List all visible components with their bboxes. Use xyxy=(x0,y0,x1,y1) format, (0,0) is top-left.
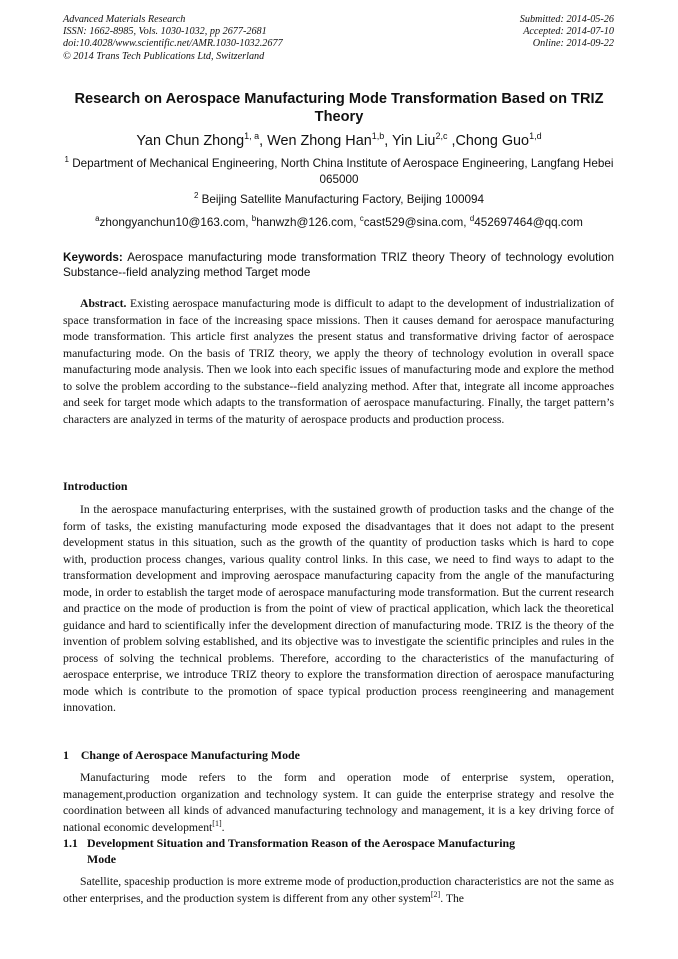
doi-line[interactable]: doi:10.4028/www.scientific.net/AMR.1030-1032.2677 xyxy=(63,38,283,50)
author-name: Chong Guo xyxy=(455,133,530,149)
section-1-1-text xyxy=(63,874,614,907)
section-title: Change of Aerospace Manufacturing Mode xyxy=(80,748,300,762)
keywords-label: Keywords: xyxy=(63,251,123,264)
affiliation-sup: 2 xyxy=(193,191,199,200)
email-sep: , xyxy=(245,216,252,229)
journal-name: Advanced Materials Research xyxy=(63,14,186,25)
paragraph-tail: . xyxy=(221,820,225,834)
affiliation-text: Beijing Satellite Manufacturing Factory, Beijing 100094 xyxy=(201,193,485,206)
section-1-paragraph: Manufacturing mode refers to the form and operation mode of enterprise system, operation, management,production organization and technology system. It can guide the enterprise strategy and resolve the coordination between all kinds of advanced manufacturing technology and management, it is a key driving force of national economic development xyxy=(63,771,614,834)
email-list xyxy=(60,215,618,231)
author-sup: 1,b xyxy=(371,131,385,141)
online-date: Online: 2014-09-22 xyxy=(532,38,614,50)
journal-header-right xyxy=(520,14,614,51)
journal-header-left xyxy=(63,14,283,63)
paragraph-tail: . The xyxy=(440,891,464,905)
author-name: Yan Chun Zhong xyxy=(136,133,245,149)
affiliation-2 xyxy=(60,192,618,208)
subsection-title-line1: Development Situation and Transformation Reason of the Aerospace Manufacturing xyxy=(87,836,516,850)
author-sep: , xyxy=(384,133,392,149)
affiliation-sup: 1 xyxy=(64,155,69,164)
author-sep: , xyxy=(259,133,268,149)
author-sep: , xyxy=(447,133,456,149)
author-sup: 2,c xyxy=(435,131,448,141)
keywords-text: Aerospace manufacturing mode transformation TRIZ theory Theory of technology evolution Substance--field analyzing method Target mode xyxy=(63,251,614,279)
abstract xyxy=(63,296,614,428)
citation[interactable]: [1] xyxy=(212,818,222,828)
email-sup: a xyxy=(95,214,100,223)
introduction-heading: Introduction xyxy=(63,479,128,493)
affiliation-text: Department of Mechanical Engineering, North China Institute of Aerospace Engineering, Langfang Hebei 065000 xyxy=(72,157,614,186)
author-sup: 1, a xyxy=(244,131,260,141)
email-sup: d xyxy=(469,214,475,223)
section-1-1-heading xyxy=(63,835,614,867)
introduction-text: In the aerospace manufacturing enterprises, with the sustained growth of production tasks and the change of the form of tasks, the existing manufacturing mode exposed the disadvantages that it does not adapt to the present development status in this situation, such as the growth of the quantity of production tasks which is hard to cope with, production process changes, various quality control links. In this case, we need to find ways to adapt to the transformation development and improving aerospace manufacturing capacity from the angle of the manufacturing mode, in order to establish the target mode of aerospace manufacturing mode transformation. But the current research and practice on the mode of production is from the point of view of practical application, which lack the theoretical guidance and hard to scientifically infer the development direction of manufacturing mode. TRIZ is the theory of the invention of problem solving established, and its objective was to investigate the scientific principles and rules in the process of solving the technical problems. Therefore, according to the characteristics of the manufacturing of aerospace enterprise, we introduce TRIZ theory to explore the transformation direction of aerospace manufacturing mode which is contribute to the promotion of space typical production process reengineering and management innovation. xyxy=(63,503,614,714)
subsection-title-line2: Mode xyxy=(87,852,117,866)
accepted-date: Accepted: 2014-07-10 xyxy=(523,26,614,38)
section-number: 1 xyxy=(63,748,69,762)
affiliation-1 xyxy=(60,156,618,188)
author-name: Yin Liu xyxy=(391,133,436,149)
paper-title: Research on Aerospace Manufacturing Mode Transformation Based on TRIZ Theory xyxy=(74,91,604,125)
subsection-number: 1.1 xyxy=(63,836,78,850)
section-1-text xyxy=(63,770,614,836)
email-sep: , xyxy=(353,216,360,229)
abstract-label: Abstract. xyxy=(80,297,127,310)
email-sep: , xyxy=(463,216,470,229)
email-address[interactable]: hanwzh@126.com xyxy=(256,216,354,229)
email-address[interactable]: cast529@sina.com xyxy=(363,216,464,229)
issn-line: ISSN: 1662-8985, Vols. 1030-1032, pp 2677-2681 xyxy=(63,26,267,38)
section-1-heading xyxy=(63,748,300,763)
submitted-date: Submitted: 2014-05-26 xyxy=(519,14,614,25)
email-sup: b xyxy=(251,214,257,223)
section-1-1-paragraph: Satellite, spaceship production is more extreme mode of production,production characteristics are not the same as other enterprises, and the production system is different from any other system xyxy=(63,875,614,905)
email-address[interactable]: zhongyanchun10@163.com xyxy=(99,216,246,229)
email-address[interactable]: 452697464@qq.com xyxy=(474,216,583,229)
citation[interactable]: [2] xyxy=(430,889,441,899)
author-list xyxy=(60,132,618,150)
copyright-line: © 2014 Trans Tech Publications Ltd, Switzerland xyxy=(63,50,265,62)
email-sup: c xyxy=(359,214,364,223)
keywords xyxy=(63,250,614,280)
abstract-text: Existing aerospace manufacturing mode is difficult to adapt to the development of industrialization of space transformation in face of the increasing space missions. Then it causes demand for aerospace manufacturing mode transformation. This article first analyzes the present status and transformative driving factor of aerospace manufacturing mode. On the basis of TRIZ theory, we apply the theory of technology evolution in overall space manufacturing mode analysis. Then we look into each specific issues of manufacturing mode and explore the method to solve the problem according to the substance--field analyzing method. After that, integrate all income approaches and seek for target mode which adapts to the transformation of aerospace manufacturing. Finally, the target pattern’s characters are analyzed in terms of the maturity of aerospace products and production process. xyxy=(63,297,614,426)
author-sup: 1,d xyxy=(529,131,542,141)
author-name: Wen Zhong Han xyxy=(267,133,372,149)
